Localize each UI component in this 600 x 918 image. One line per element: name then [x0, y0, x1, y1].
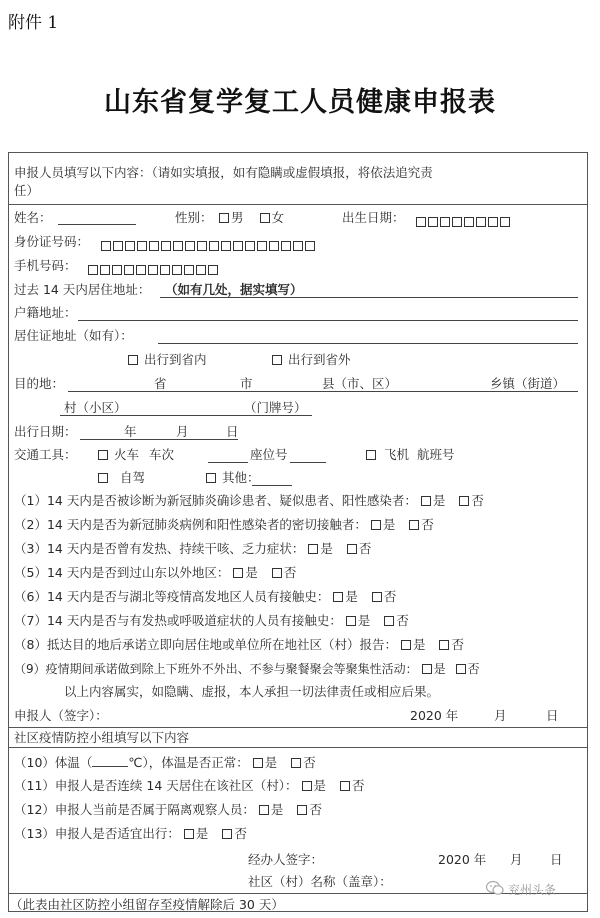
train-checkbox[interactable] [98, 450, 108, 460]
phone-boxes[interactable] [88, 259, 220, 278]
question-5: （5）14 天内是否到过山东以外地区： 是 否 [14, 565, 297, 580]
q3-yes-checkbox[interactable] [308, 544, 318, 554]
q9-yes-checkbox[interactable] [422, 664, 432, 674]
depart-month: 月 [176, 424, 189, 439]
county-label: 县（市、区） [322, 376, 398, 391]
question-7: （7）14 天内是否与有发热或呼吸道症状的人员有接触史： 是 否 [14, 613, 409, 628]
q13-yes-checkbox[interactable] [184, 829, 194, 839]
male-checkbox[interactable] [219, 213, 229, 223]
other-checkbox[interactable] [206, 473, 216, 483]
q10-no-checkbox[interactable] [291, 758, 301, 768]
household-field[interactable] [78, 320, 578, 321]
handler-month: 月 [510, 852, 523, 867]
female-label: 女 [271, 210, 285, 225]
phone-label: 手机号码： [14, 258, 77, 273]
signature-year: 2020 年 [410, 708, 459, 723]
divider [8, 747, 588, 748]
id-label: 身份证号码： [14, 234, 90, 249]
signature-month: 月 [494, 708, 507, 723]
flight-no-label: 航班号 [417, 447, 455, 462]
q11-yes-checkbox[interactable] [302, 781, 312, 791]
train-label: 火车 [114, 447, 140, 462]
q2-no-checkbox[interactable] [409, 520, 419, 530]
travel-out-checkbox[interactable] [272, 355, 282, 365]
name-field[interactable] [58, 224, 136, 225]
q6-no-checkbox[interactable] [372, 592, 382, 602]
question-2: （2）14 天内是否为新冠肺炎病例和阳性感染者的密切接触者： 是 否 [14, 517, 434, 532]
question-3: （3）14 天内是否曾有发热、持续干咳、乏力症状： 是 否 [14, 541, 372, 556]
q5-no-checkbox[interactable] [272, 568, 282, 578]
plane-checkbox[interactable] [366, 450, 376, 460]
divider [8, 727, 588, 728]
village-field[interactable] [60, 415, 312, 416]
q8-no-checkbox[interactable] [439, 640, 449, 650]
residence-permit-label: 居住证地址（如有）： [14, 328, 133, 343]
town-label: 乡镇（街道） [490, 376, 566, 391]
depart-date-label: 出行日期： [14, 424, 77, 439]
question-13: （13）申报人是否适宜出行： 是 否 [14, 826, 247, 841]
wechat-icon [486, 880, 504, 896]
signature-label: 申报人（签字）： [14, 708, 108, 723]
name-label: 姓名： [14, 210, 52, 225]
question-9: （9）疫情期间承诺做到除上下班外不外出、不参与聚餐聚会等聚集性活动： 是 否 [14, 662, 480, 676]
residence-permit-field[interactable] [158, 343, 578, 344]
q1-yes-checkbox[interactable] [421, 496, 431, 506]
watermark: 兖州头条 [508, 883, 557, 897]
stamp-label: 社区（村）名称（盖章）： [248, 874, 392, 889]
seat-field[interactable] [290, 462, 326, 463]
q11-no-checkbox[interactable] [340, 781, 350, 791]
q12-yes-checkbox[interactable] [259, 805, 269, 815]
q7-yes-checkbox[interactable] [346, 616, 356, 626]
depart-date-field[interactable] [80, 439, 238, 440]
plane-label: 飞机 [384, 447, 410, 462]
depart-day: 日 [226, 424, 239, 439]
divider [8, 204, 588, 205]
question-11: （11）申报人是否连续 14 天居住在该社区（村）： 是 否 [14, 778, 365, 793]
house-no-label: （门牌号） [244, 400, 307, 415]
question-6: （6）14 天内是否与湖北等疫情高发地区人员有接触史： 是 否 [14, 589, 397, 604]
city-label: 市 [240, 376, 253, 391]
other-label: 其他： [222, 470, 260, 485]
travel-out-label: 出行到省外 [288, 352, 351, 367]
q7-no-checkbox[interactable] [384, 616, 394, 626]
past-residence-note: （如有几处，据实填写） [165, 282, 303, 297]
handler-day: 日 [550, 852, 563, 867]
q12-no-checkbox[interactable] [297, 805, 307, 815]
intro-line-2: 任） [14, 183, 40, 198]
self-drive-checkbox[interactable] [98, 473, 108, 483]
id-number-boxes[interactable] [101, 235, 317, 254]
intro-line-1: 申报人员填写以下内容：（请如实填报，如有隐瞒或虚假填报，将依法追究责 [14, 165, 433, 180]
question-8: （8）抵达目的地后承诺立即向居住地或单位所在地社区（村）报告： 是 否 [14, 637, 464, 652]
q2-yes-checkbox[interactable] [371, 520, 381, 530]
q13-no-checkbox[interactable] [222, 829, 232, 839]
community-heading: 社区疫情防控小组填写以下内容 [14, 730, 190, 745]
other-field[interactable] [252, 485, 292, 486]
male-label: 男 [231, 210, 244, 225]
declaration-text: 以上内容属实，如隐瞒、虚报，本人承担一切法律责任或相应后果。 [64, 684, 440, 699]
question-12: （12）申报人当前是否属于隔离观察人员： 是 否 [14, 802, 322, 817]
q1-no-checkbox[interactable] [459, 496, 469, 506]
travel-in-label: 出行到省内 [144, 352, 207, 367]
birth-label: 出生日期： [342, 210, 405, 225]
train-no-label: 车次 [149, 447, 175, 462]
q5-yes-checkbox[interactable] [233, 568, 243, 578]
signature-day: 日 [546, 708, 559, 723]
seat-label: 座位号 [250, 447, 288, 462]
province-label: 省 [154, 376, 167, 391]
destination-label: 目的地： [14, 376, 65, 391]
q3-no-checkbox[interactable] [347, 544, 357, 554]
handler-label: 经办人签字： [248, 852, 324, 867]
past-residence-label: 过去 14 天内居住地址： [14, 282, 151, 297]
question-1: （1）14 天内是否被诊断为新冠肺炎确诊患者、疑似患者、阳性感染者： 是 否 [14, 493, 484, 508]
household-label: 户籍地址： [14, 305, 77, 320]
transport-label: 交通工具： [14, 447, 77, 462]
handler-year: 2020 年 [438, 852, 487, 867]
footer-note: （此表由社区防控小组留存至疫情解除后 30 天） [10, 897, 284, 912]
temperature-field[interactable] [92, 754, 128, 767]
q10-yes-checkbox[interactable] [253, 758, 263, 768]
gender-label: 性别： [175, 210, 213, 225]
q8-yes-checkbox[interactable] [401, 640, 411, 650]
train-no-field[interactable] [208, 462, 248, 463]
village-label: 村（小区） [64, 400, 127, 415]
q9-no-checkbox[interactable] [456, 664, 466, 674]
self-drive-label: 自驾 [120, 470, 146, 485]
birth-date-boxes[interactable] [416, 211, 512, 230]
form-title: 山东省复学复工人员健康申报表 [104, 87, 496, 118]
past-residence-field[interactable] [160, 297, 578, 298]
depart-year: 年 [124, 424, 137, 439]
travel-in-checkbox[interactable] [128, 355, 138, 365]
q6-yes-checkbox[interactable] [333, 592, 343, 602]
female-checkbox[interactable] [260, 213, 270, 223]
attachment-label: 附件 1 [8, 13, 59, 33]
question-10: （10）体温（ ℃），体温是否正常： 是 否 [14, 755, 316, 770]
